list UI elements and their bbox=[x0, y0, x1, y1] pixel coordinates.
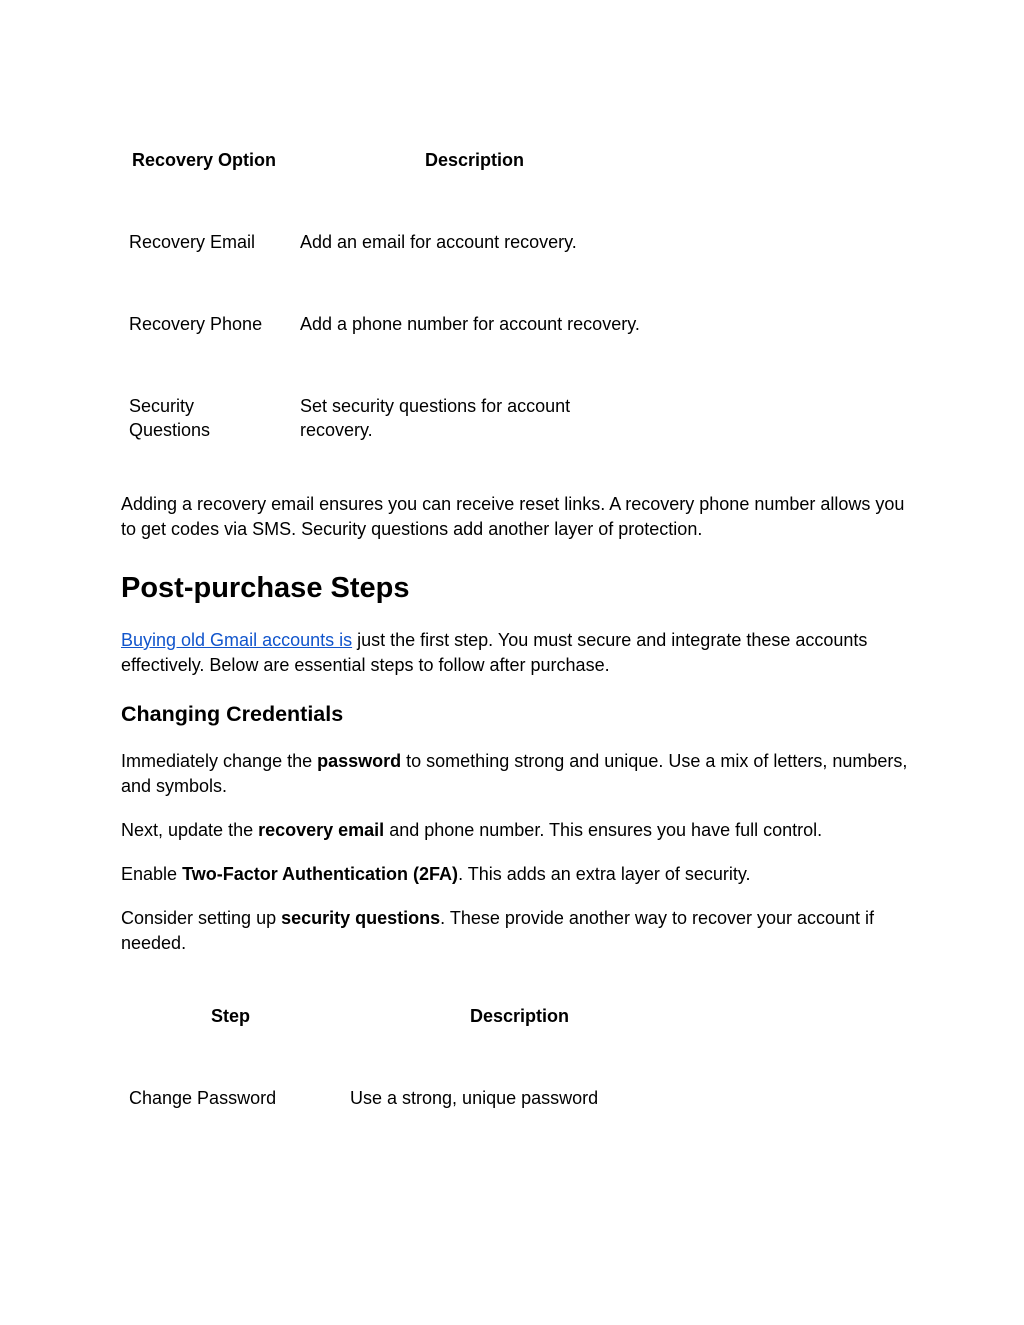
buying-gmail-link[interactable]: Buying old Gmail accounts is bbox=[121, 630, 353, 650]
recovery-table-cell-description: Add a phone number for account recovery. bbox=[300, 314, 640, 334]
changing-credentials-heading: Changing Credentials bbox=[121, 702, 344, 726]
steps-table-header-step: Step bbox=[211, 1006, 251, 1026]
steps-table-header-description: Description bbox=[470, 1006, 570, 1026]
recovery-paragraph: Adding a recovery email ensures you can receive reset links. A recovery phone number allows you to get codes via SMS. Security questions add another layer of protection. bbox=[121, 494, 905, 539]
bold-text: password bbox=[317, 751, 402, 771]
text: Consider setting up bbox=[121, 908, 282, 928]
bold-text: recovery email bbox=[258, 820, 385, 840]
post-purchase-intro bbox=[121, 628, 911, 677]
credentials-paragraph-password bbox=[121, 749, 911, 798]
recovery-table-cell-description: Add an email for account recovery. bbox=[300, 232, 577, 252]
post-purchase-intro-text: just the first step. You must secure and integrate these accounts effectively. Below are essential steps to follow after purchase. bbox=[121, 630, 868, 675]
recovery-table-cell-option: Recovery Phone bbox=[129, 314, 263, 334]
recovery-table-cell-option: Security Questions bbox=[129, 396, 211, 440]
text: . These provide another way to recover your account if needed. bbox=[121, 908, 875, 953]
text: to something strong and unique. Use a mix of letters, numbers, and symbols. bbox=[121, 751, 908, 796]
text: Next, update the bbox=[121, 820, 259, 840]
recovery-table-header-description: Description bbox=[425, 150, 525, 170]
steps-table-cell-step: Change Password bbox=[129, 1088, 277, 1108]
bold-text: Two-Factor Authentication (2FA) bbox=[182, 864, 459, 884]
credentials-paragraph-2fa bbox=[121, 862, 911, 887]
text: Enable bbox=[121, 864, 183, 884]
credentials-paragraph-recovery bbox=[121, 818, 911, 843]
steps-table-cell-description: Use a strong, unique password bbox=[350, 1088, 599, 1108]
recovery-table-header-option: Recovery Option bbox=[132, 150, 277, 170]
bold-text: security questions bbox=[281, 908, 441, 928]
post-purchase-heading: Post-purchase Steps bbox=[121, 572, 410, 604]
text: . This adds an extra layer of security. bbox=[458, 864, 751, 884]
text: and phone number. This ensures you have full control. bbox=[384, 820, 823, 840]
text: Immediately change the bbox=[121, 751, 318, 771]
recovery-table-cell-description: Set security questions for account recovery. bbox=[300, 396, 571, 440]
credentials-paragraph-questions bbox=[121, 906, 911, 955]
recovery-table-cell-option: Recovery Email bbox=[129, 232, 256, 252]
